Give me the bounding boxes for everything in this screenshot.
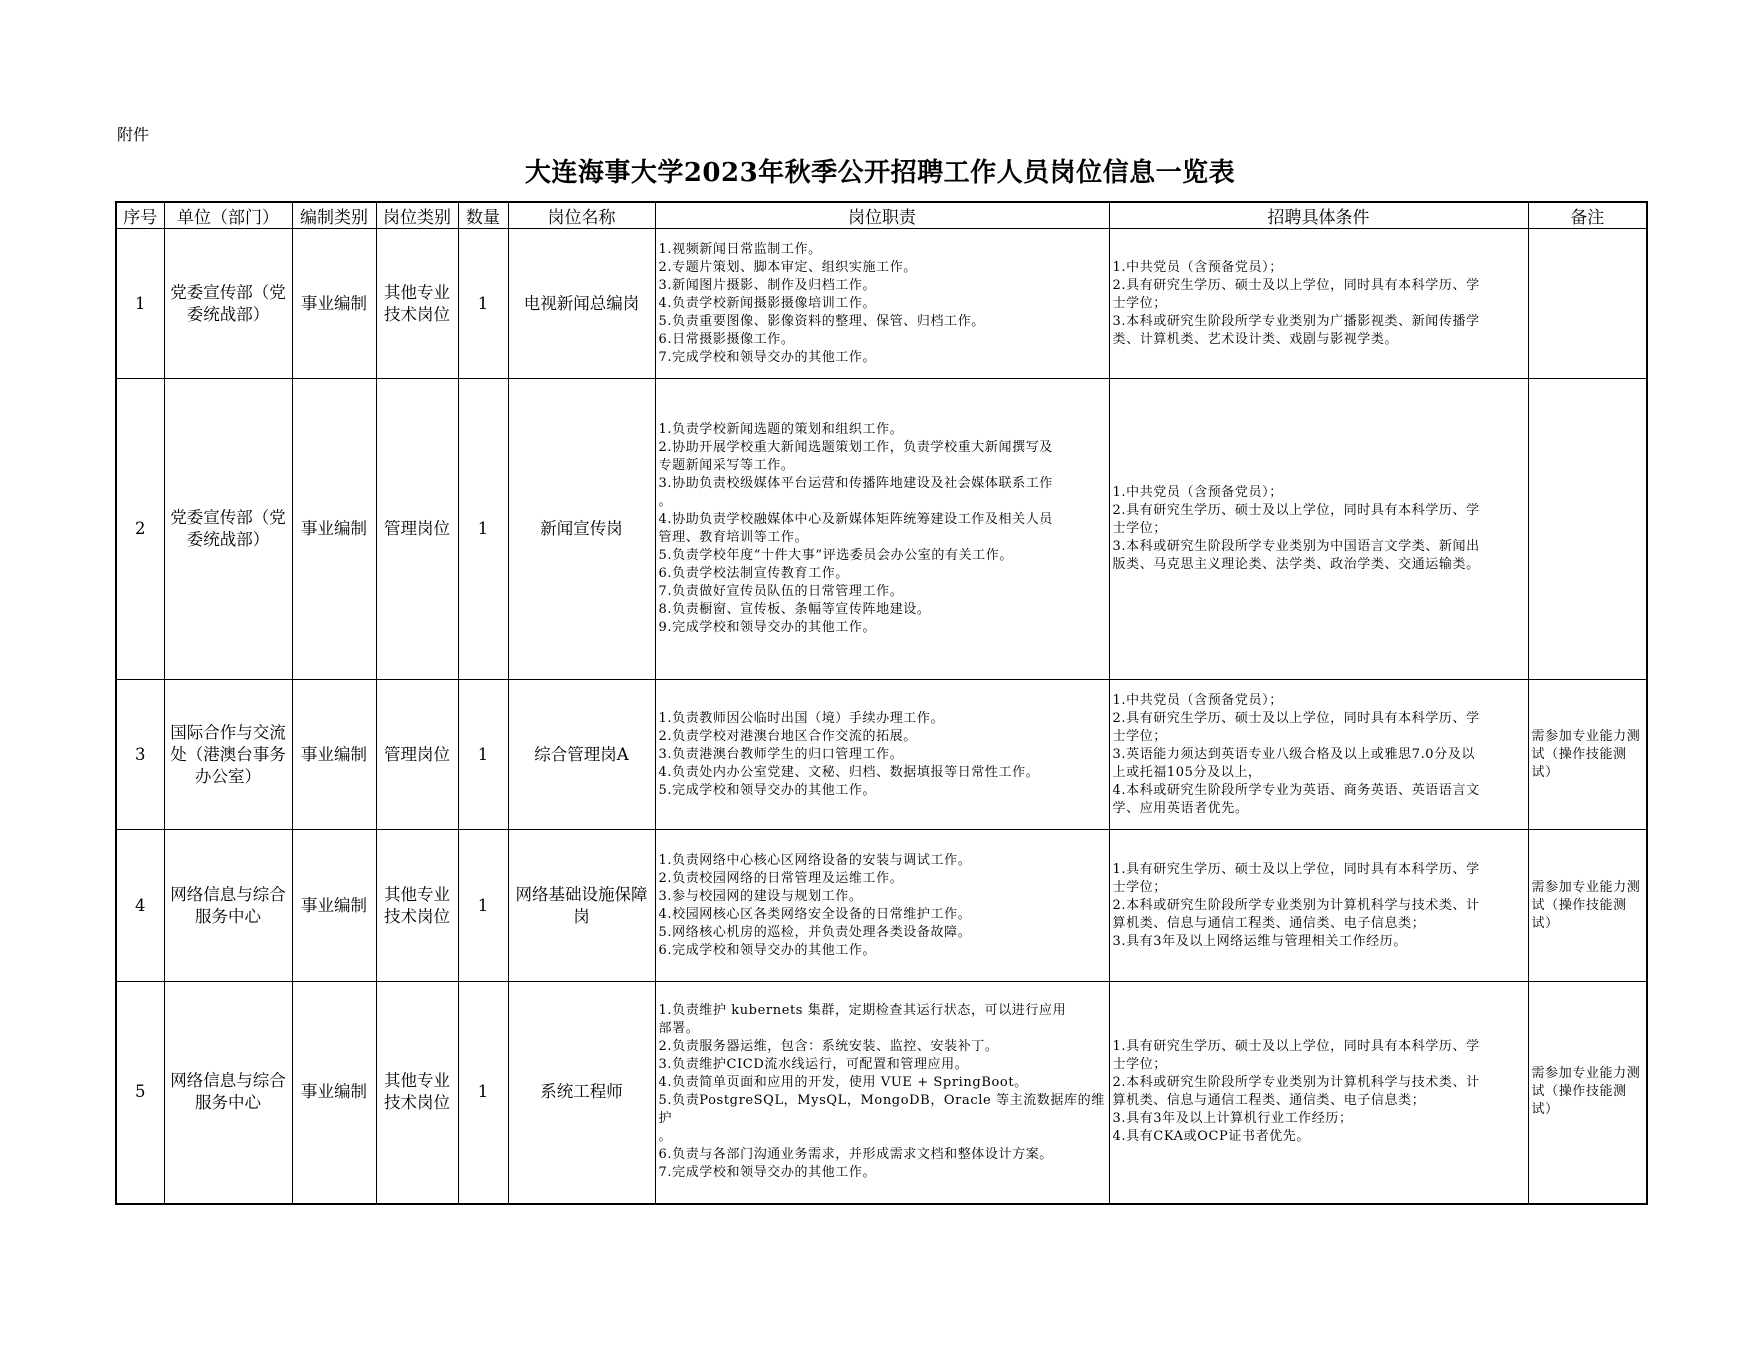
column-header: 单位（部门）: [164, 202, 292, 229]
requirements-cell-line: 士学位；: [1112, 521, 1167, 536]
requirements-cell-line: 1.具有研究生学历、硕士及以上学位，同时具有本科学历、学: [1112, 861, 1480, 877]
column-header: 备注: [1528, 202, 1647, 229]
requirements-cell-line: 算机类、信息与通信工程类、通信类、电子信息类；: [1112, 915, 1426, 931]
column-header: 招聘具体条件: [1109, 202, 1528, 229]
staffing-cell-text: 事业编制: [301, 1082, 367, 1102]
duties-cell-line: 6.负责学校法制宣传教育工作。: [658, 566, 849, 581]
requirements-cell-line: 学、应用英语者优先。: [1112, 800, 1249, 816]
attachment-label: 附件: [117, 125, 150, 144]
row-number-cell: [116, 229, 164, 379]
requirements-cell-line: 士学位；: [1112, 295, 1167, 311]
table-row: [116, 680, 1647, 830]
duties-cell-line: 4.负责处内办公室党建、文秘、归档、数据填报等日常性工作。: [658, 764, 1040, 780]
duties-cell-line: 4.校园网核心区各类网络安全设备的日常维护工作。: [658, 906, 972, 922]
category-cell-text: 其他专业技术岗位: [384, 884, 450, 926]
requirements-cell-line: 1.中共党员（含预备党员）；: [1112, 692, 1283, 708]
requirements-cell-line: 1.中共党员（含预备党员）；: [1112, 259, 1283, 275]
staffing-cell: [292, 379, 376, 680]
duties-cell-line: 5.完成学校和领导交办的其他工作。: [658, 782, 877, 798]
category-cell-text: 管理岗位: [384, 519, 450, 538]
staffing-cell-text: 事业编制: [301, 744, 367, 764]
duties-cell-line: 6.日常摄影摄像工作。: [658, 331, 795, 347]
requirements-cell-line: 类、计算机类、艺术设计类、戏剧与影视学类。: [1112, 331, 1399, 347]
duties-cell-line: 。: [658, 494, 673, 509]
row-number-cell-text: 5: [135, 1082, 146, 1102]
duties-cell-line: 4.协助负责学校融媒体中心及新媒体矩阵统筹建设工作及相关人员: [658, 512, 1053, 527]
requirements-cell-line: 2.具有研究生学历、硕士及以上学位，同时具有本科学历、学: [1112, 277, 1480, 293]
requirements-cell-line: 2.具有研究生学历、硕士及以上学位，同时具有本科学历、学: [1112, 710, 1480, 726]
staffing-cell: [292, 982, 376, 1204]
row-number-cell-text: 4: [135, 895, 146, 915]
requirements-cell-line: 4.具有CKA或OCP证书者优先。: [1112, 1129, 1310, 1145]
duties-cell-line: 2.专题片策划、脚本审定、组织实施工作。: [658, 259, 917, 275]
duties-cell-line: 1.负责学校新闻选题的策划和组织工作。: [658, 422, 904, 437]
duties-cell-line: 4.负责学校新闻摄影摄像培训工作。: [658, 295, 877, 311]
unit-cell-text: 网络信息与综合服务中心: [170, 884, 286, 926]
duties-cell-line: 1.视频新闻日常监制工作。: [658, 241, 822, 257]
staffing-cell-text: 事业编制: [301, 895, 367, 915]
unit-cell-text: 网络信息与综合服务中心: [170, 1071, 286, 1113]
duties-cell: [655, 830, 1109, 982]
requirements-cell: [1109, 379, 1528, 680]
unit-cell-text: 党委宣传部（党委统战部）: [170, 508, 286, 549]
column-header: 岗位名称: [508, 202, 655, 229]
staffing-cell-text: 事业编制: [301, 519, 367, 538]
position-name-cell: [508, 379, 655, 680]
staffing-cell: [292, 229, 376, 379]
note-text: 需参加专业能力测试（操作技能测试）: [1531, 728, 1641, 780]
requirements-cell-line: 2.本科或研究生阶段所学专业类别为计算机科学与技术类、计: [1112, 897, 1480, 913]
requirements-cell-line: 4.本科或研究生阶段所学专业为英语、商务英语、英语语言文: [1112, 782, 1480, 798]
count-cell-text: 1: [477, 519, 489, 538]
category-cell: [376, 830, 458, 982]
note-cell: [1528, 229, 1647, 379]
requirements-cell-line: 2.本科或研究生阶段所学专业类别为计算机科学与技术类、计: [1112, 1075, 1480, 1091]
duties-cell-line: 4.负责简单页面和应用的开发，使用 VUE + SpringBoot。: [658, 1075, 1028, 1091]
table-row: [116, 379, 1647, 680]
requirements-cell-line: 1.中共党员（含预备党员）；: [1112, 485, 1283, 500]
count-cell: [458, 229, 508, 379]
column-header: 岗位职责: [655, 202, 1109, 229]
table-row: [116, 982, 1647, 1204]
requirements-cell-line: 3.英语能力须达到英语专业八级合格及以上或雅思7.0分及以: [1112, 746, 1475, 762]
duties-cell-line: 7.完成学校和领导交办的其他工作。: [658, 1165, 877, 1181]
duties-cell-line: 3.负责维护CICD流水线运行，可配置和管理应用。: [658, 1057, 969, 1073]
requirements-cell-line: 版类、马克思主义理论类、法学类、政治学类、交通运输类。: [1112, 557, 1480, 572]
position-name-cell: [508, 830, 655, 982]
category-cell: [376, 379, 458, 680]
unit-cell: [164, 982, 292, 1204]
note-cell: [1528, 379, 1647, 680]
duties-cell-line: 2.协助开展学校重大新闻选题策划工作，负责学校重大新闻撰写及: [658, 440, 1053, 455]
duties-cell-line: 2.负责服务器运维，包含：系统安装、监控、安装补丁。: [658, 1039, 999, 1055]
requirements-cell-line: 3.具有3年及以上计算机行业工作经历；: [1112, 1111, 1353, 1127]
duties-cell: [655, 229, 1109, 379]
position-name-cell-text: 电视新闻总编岗: [523, 293, 640, 313]
duties-cell-line: 。: [658, 1129, 673, 1145]
row-number-cell-text: 3: [135, 744, 146, 764]
table-row: [116, 229, 1647, 379]
row-number-cell-text: 1: [135, 293, 146, 313]
row-number-cell: [116, 680, 164, 830]
duties-cell-line: 6.负责与各部门沟通业务需求，并形成需求文档和整体设计方案。: [658, 1147, 1053, 1163]
duties-cell-line: 7.负责做好宣传员队伍的日常管理工作。: [658, 584, 904, 599]
note-text: 需参加专业能力测试（操作技能测试）: [1531, 879, 1641, 931]
note-text: 需参加专业能力测试（操作技能测试）: [1531, 1066, 1641, 1118]
document-title: 大连海事大学2023年秋季公开招聘工作人员岗位信息一览表: [524, 158, 1236, 188]
count-cell: [458, 830, 508, 982]
requirements-cell: [1109, 830, 1528, 982]
note-cell: [1528, 680, 1647, 830]
category-cell-text: 管理岗位: [384, 744, 450, 764]
duties-cell-line: 7.完成学校和领导交办的其他工作。: [658, 349, 877, 365]
duties-cell-line: 5.负责PostgreSQL，MysQL，MongoDB，Oracle 等主流数据库的维护: [658, 1093, 1105, 1127]
row-number-cell: [116, 830, 164, 982]
column-header: 数量: [458, 202, 508, 229]
duties-cell-line: 1.负责维护 kubernets 集群，定期检查其运行状态，可以进行应用: [658, 1003, 1067, 1019]
unit-cell: [164, 830, 292, 982]
duties-cell: [655, 982, 1109, 1204]
duties-cell: [655, 680, 1109, 830]
count-cell-text: 1: [477, 293, 489, 313]
duties-cell-line: 5.网络核心机房的巡检，并负责处理各类设备故障。: [658, 924, 972, 940]
duties-cell-line: 3.负责港澳台教师学生的归口管理工作。: [658, 746, 904, 762]
category-cell: [376, 982, 458, 1204]
duties-cell-line: 2.负责学校对港澳台地区合作交流的拓展。: [658, 728, 917, 744]
unit-cell: [164, 379, 292, 680]
position-name-cell-text: 综合管理岗A: [534, 744, 629, 764]
staffing-cell: [292, 680, 376, 830]
table-row: [116, 830, 1647, 982]
unit-cell-text: 党委宣传部（党委统战部）: [170, 282, 286, 324]
duties-cell-line: 管理、教育培训等工作。: [658, 530, 809, 545]
category-cell: [376, 229, 458, 379]
requirements-cell-line: 算机类、信息与通信工程类、通信类、电子信息类；: [1112, 1093, 1426, 1109]
requirements-cell-line: 士学位；: [1112, 879, 1167, 895]
position-name-cell-text: 新闻宣传岗: [540, 519, 623, 538]
column-header: 序号: [116, 202, 164, 229]
duties-cell-line: 部署。: [658, 1021, 700, 1037]
note-cell: [1528, 982, 1647, 1204]
position-name-cell: [508, 229, 655, 379]
requirements-cell: [1109, 229, 1528, 379]
position-name-cell: [508, 680, 655, 830]
row-number-cell: [116, 379, 164, 680]
duties-cell-line: 5.负责重要图像、影像资料的整理、保管、归档工作。: [658, 313, 985, 329]
unit-cell: [164, 229, 292, 379]
duties-cell-line: 1.负责网络中心核心区网络设备的安装与调试工作。: [658, 852, 972, 868]
category-cell-text: 其他专业技术岗位: [384, 282, 450, 324]
requirements-cell-line: 1.具有研究生学历、硕士及以上学位，同时具有本科学历、学: [1112, 1039, 1480, 1055]
duties-cell-line: 8.负责橱窗、宣传板、条幅等宣传阵地建设。: [658, 602, 931, 617]
requirements-cell: [1109, 982, 1528, 1204]
requirements-cell-line: 2.具有研究生学历、硕士及以上学位，同时具有本科学历、学: [1112, 503, 1480, 518]
count-cell: [458, 982, 508, 1204]
note-cell: [1528, 830, 1647, 982]
duties-cell-line: 专题新闻采写等工作。: [658, 458, 795, 473]
duties-cell-line: 2.负责校园网络的日常管理及运维工作。: [658, 870, 904, 886]
duties-cell-line: 1.负责教师因公临时出国（境）手续办理工作。: [658, 710, 945, 726]
duties-cell-line: 5.负责学校年度“十件大事”评选委员会办公室的有关工作。: [658, 548, 1013, 563]
duties-cell-line: 9.完成学校和领导交办的其他工作。: [658, 620, 877, 635]
row-number-cell-text: 2: [135, 519, 146, 538]
requirements-cell-line: 3.本科或研究生阶段所学专业类别为中国语言文学类、新闻出: [1112, 539, 1480, 554]
count-cell-text: 1: [477, 1082, 489, 1102]
requirements-cell-line: 士学位；: [1112, 1057, 1167, 1073]
column-header: 岗位类别: [376, 202, 458, 229]
duties-cell-line: 6.完成学校和领导交办的其他工作。: [658, 942, 877, 958]
position-name-cell: [508, 982, 655, 1204]
position-name-cell-text: 系统工程师: [540, 1082, 623, 1102]
count-cell-text: 1: [477, 744, 489, 764]
unit-cell-text: 国际合作与交流处（港澳台事务办公室）: [170, 722, 286, 786]
requirements-cell: [1109, 680, 1528, 830]
unit-cell: [164, 680, 292, 830]
staffing-cell: [292, 830, 376, 982]
header-row: [116, 202, 1647, 229]
duties-cell-line: 3.协助负责校级媒体平台运营和传播阵地建设及社会媒体联系工作: [658, 476, 1053, 491]
requirements-cell-line: 上或托福105分及以上，: [1112, 764, 1262, 780]
staffing-cell-text: 事业编制: [301, 293, 367, 313]
requirements-cell-line: 3.本科或研究生阶段所学专业类别为广播影视类、新闻传播学: [1112, 313, 1480, 329]
requirements-cell-line: 士学位；: [1112, 728, 1167, 744]
count-cell: [458, 379, 508, 680]
duties-cell-line: 3.参与校园网的建设与规划工作。: [658, 888, 863, 904]
count-cell: [458, 680, 508, 830]
column-header: 编制类别: [292, 202, 376, 229]
category-cell: [376, 680, 458, 830]
count-cell-text: 1: [477, 895, 489, 915]
row-number-cell: [116, 982, 164, 1204]
positions-table: [115, 201, 1648, 1205]
category-cell-text: 其他专业技术岗位: [384, 1071, 450, 1113]
duties-cell: [655, 379, 1109, 680]
requirements-cell-line: 3.具有3年及以上网络运维与管理相关工作经历。: [1112, 933, 1407, 949]
position-name-cell-text: 网络基础设施保障岗: [515, 884, 648, 926]
duties-cell-line: 3.新闻图片摄影、制作及归档工作。: [658, 277, 877, 293]
